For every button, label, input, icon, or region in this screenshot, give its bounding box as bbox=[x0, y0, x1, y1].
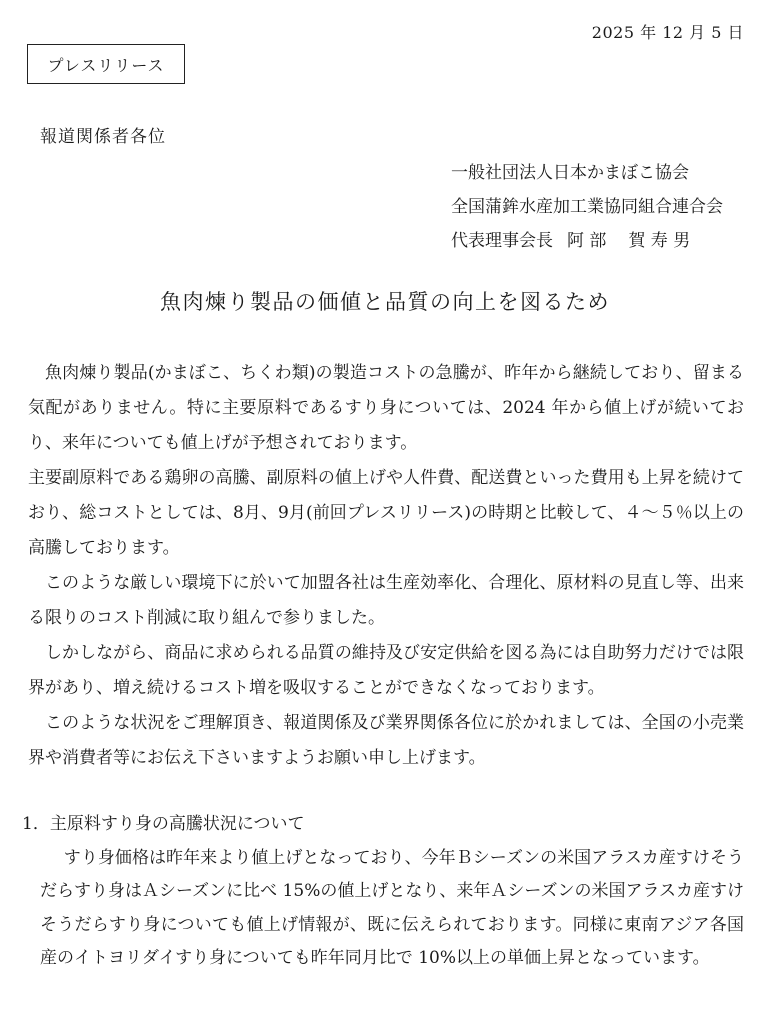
document-body bbox=[28, 356, 744, 776]
body-paragraph-3: このような厳しい環境下に於いて加盟各社は生産効率化、合理化、原材料の見直し等、出来る限りのコスト削減に取り組んで参りました。 bbox=[28, 573, 744, 628]
body-paragraph-4: しかしながら、商品に求められる品質の維持及び安定供給を図る為には自助努力だけでは限界があり、増え続けるコスト増を吸収することができなくなっております。 bbox=[28, 643, 744, 698]
body-paragraph-1: 魚肉煉り製品(かまぼこ、ちくわ類)の製造コストの急騰が、昨年から継続しており、留まる気配がありません。特に主要原料であるすり身については、2024 年から値上げが続いており、来年についても値上げが予想されております。 bbox=[28, 363, 744, 453]
press-release-label: プレスリリース bbox=[47, 55, 165, 75]
representative-given-name: 賀 寿 男 bbox=[628, 231, 691, 251]
sender-org-2: 全国蒲鉾水産加工業協同組合連合会 bbox=[451, 197, 723, 217]
representative-title: 代表理事会長 bbox=[451, 231, 553, 251]
body-paragraph-5: このような状況をご理解頂き、報道関係及び業界関係各位に於かれましては、全国の小売業界や消費者等にお伝え下さいますようお願い申し上げます。 bbox=[28, 713, 744, 768]
section-1 bbox=[22, 808, 744, 976]
sender-block bbox=[451, 156, 723, 258]
sender-org-1: 一般社団法人日本かまぼこ協会 bbox=[451, 163, 689, 183]
representative-surname: 阿 部 bbox=[567, 231, 607, 251]
press-release-box bbox=[27, 44, 185, 84]
document-title: 魚肉煉り製品の価値と品質の向上を図るため bbox=[160, 290, 610, 314]
section-1-text: すり身価格は昨年来より値上げとなっており、今年Ｂシーズンの米国アラスカ産すけそうだらすり身はＡシーズンに比べ 15%の値上げとなり、来年Ａシーズンの米国アラスカ産すけそうだらすり身についても値上げ情報が、既に伝えられております。同様に東南アジア各国産のイトヨリダイすり身についても昨年同月比で 10%以上の単価上昇となっています。 bbox=[40, 847, 744, 968]
section-1-heading: 1．主原料すり身の高騰状況について bbox=[22, 814, 305, 834]
addressee: 報道関係者各位 bbox=[40, 127, 166, 147]
sender-representative bbox=[451, 224, 723, 258]
body-paragraph-2: 主要副原料である鶏卵の高騰、副原料の値上げや人件費、配送費といった費用も上昇を続けており、総コストとしては、8月、9月(前回プレスリリース)の時期と比較して、４～５％以上の高騰しております。 bbox=[28, 468, 744, 558]
release-date: 2025 年 12 月 5 日 bbox=[591, 23, 744, 42]
